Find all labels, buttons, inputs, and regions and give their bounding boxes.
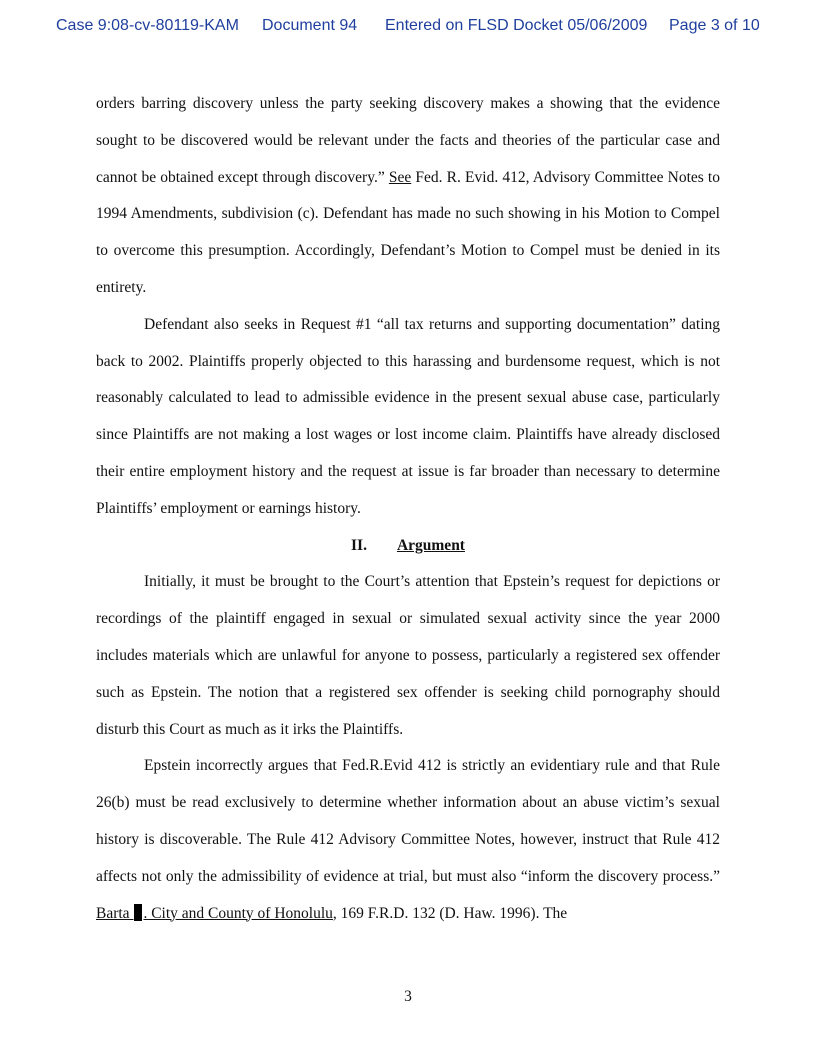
case-citation [96,905,333,922]
paragraph-text: orders barring discovery unless the party seeking discovery makes a showing that the evidence sought to be discovered would be relevant under the facts and theories of the particular case and cannot be obtained except through discovery.” [96,95,720,186]
case-number: Case 9:08-cv-80119-KAM [56,17,239,34]
section-title: Argument [396,536,465,554]
paragraph-continuation [96,86,720,307]
redaction-block [134,904,142,921]
case-name-part: . City and County of Honolulu [143,904,333,922]
case-name-part: Barta [96,904,134,922]
paragraph-text: Epstein incorrectly argues that Fed.R.Evid 412 is strictly an evidentiary rule and that Rule 26(b) must be read exclusively to determine whether information about an abuse victim’s sexual history is discoverable. The Rule 412 Advisory Committee Notes, however, instruct that Rule 412 affects not only the admissibility of evidence at trial, but must also “inform the discovery process.” [96,757,720,885]
page-of-total: Page 3 of 10 [669,17,760,34]
section-number: II. [351,536,367,554]
paragraph-text: Defendant also seeks in Request #1 “all tax returns and supporting documentation” dating back to 2002. Plaintiffs properly objected to this harassing and burdensome request, which is not reasonably calculated to lead to admissible evidence in the present sexual abuse case, particularly since Plaintiffs are not making a lost wages or lost income claim. Plaintiffs have already disclosed their entire employment history and the request at issue is far broader than necessary to determine Plaintiffs’ employment or earnings history. [96,315,720,517]
citation-signal-see: See [388,168,412,186]
paragraph-rule-412 [96,748,720,932]
section-heading [96,528,720,565]
docket-entry-date: Entered on FLSD Docket 05/06/2009 [385,17,648,34]
paragraph-text: Fed. R. Evid. 412, Advisory Committee Notes to 1994 Amendments, subdivision (c). Defendant has made no such showing in his Motion to Compel to overcome this presumption. Accordingly, Defendant’s Motion to Compel must be denied in its entirety. [96,168,720,296]
paragraph-argument-intro [96,564,720,748]
paragraph-tax-returns [96,307,720,528]
paragraph-text: Initially, it must be brought to the Court’s attention that Epstein’s request for depictions or recordings of the plaintiff engaged in sexual or simulated sexual activity since the year 2000 includes materials which are unlawful for anyone to possess, particularly a registered sex offender such as Epstein. The notion that a registered sex offender is seeking child pornography should disturb this Court as much as it irks the Plaintiffs. [96,573,720,738]
page-number: 3 [404,988,412,1005]
document-number: Document 94 [262,17,358,34]
document-body [96,86,720,932]
paragraph-text: , 169 F.R.D. 132 (D. Haw. 1996). The [332,904,568,922]
